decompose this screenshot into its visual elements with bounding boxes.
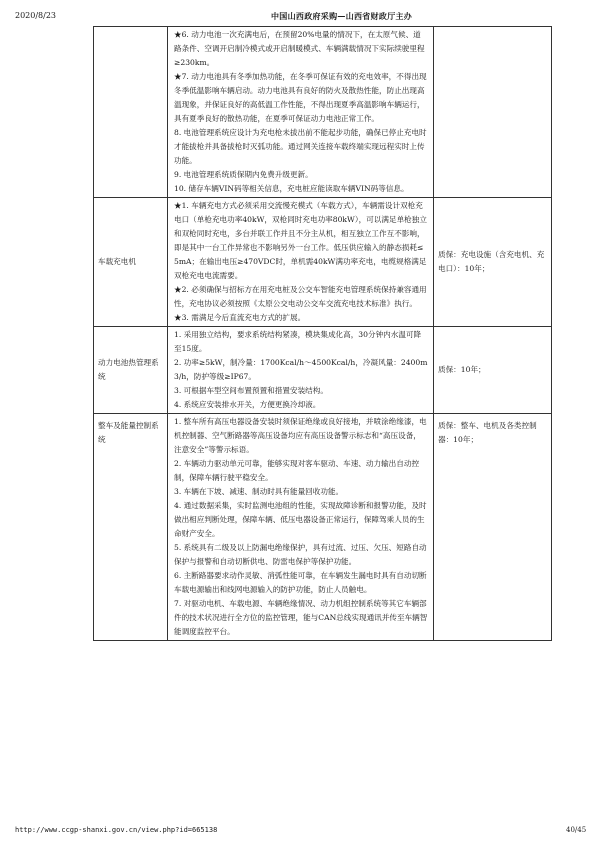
table-row [94,327,552,414]
requirement-item: 3. 可根据车型空间布置预置和措置安装结构。 [174,386,328,395]
table-row [94,414,552,641]
requirement-item: 3. 车辆在下坡、减速、制动时具有能量回收功能。 [174,487,344,496]
requirement-item: ★6. 动力电池一次充满电后，在预留20%电量的情况下，在太原气候、道路条件、空调开启制冷模式或开启制暖模式、车辆满载情况下实际续驶里程≥230km。 [174,30,425,67]
requirement-cell [168,198,434,327]
page-number: 40/45 [566,826,587,834]
requirement-item: ★3. 需满足今后直流充电方式的扩展。 [174,313,306,322]
requirement-item: 10. 储存车辆VIN码等相关信息，充电桩应能读取车辆VIN码等信息。 [174,184,409,193]
row-name: 动力电池热管理系统 [94,327,168,414]
requirement-item: 6. 主断路器要求动作灵敏、消弧性能可靠，在车辆发生漏电时具有自动切断车载电源输出和线网电源输入的防护功能，防止人员触电。 [174,571,427,594]
warranty-cell: 质保：充电设施（含充电机、充电口）：10年； [434,198,552,327]
row-name: 车载充电机 [94,198,168,327]
site-title: 中国山西政府采购—山西省财政厅主办 [271,11,413,21]
page-url[interactable]: http://www.ccgp-shanxi.gov.cn/view.php?id=665138 [15,826,218,834]
warranty-cell: 质保：10年； [434,327,552,414]
table-row [94,27,552,198]
requirement-item: 1. 整车所有高压电器设备安装时须保证绝缘或良好接地，并喷涂绝缘漆，电机控制器、空气断路器等高压设备均应有高压设备警示标志和“高压设备，注意安全”等警示标语。 [174,417,427,454]
spec-table [93,26,552,641]
requirement-item: 2. 车辆动力驱动单元可靠，能够实现对客车驱动、车速、动力输出自动控制，保障车辆行驶平稳安全。 [174,459,420,482]
requirement-item: 8. 电池管理系统应设计为充电枪未拔出前不能起步功能，确保已停止充电时才能拔枪并具备拔枪时灭弧功能。通过网关连接车载终端实现远程实时上传功能。 [174,128,427,165]
requirement-item: 5. 系统具有二级及以上防漏电绝缘保护，具有过流、过压、欠压、短路自动保护与报警和自动切断供电、防雷电保护等保护功能。 [174,543,427,566]
print-date: 2020/8/23 [15,11,57,20]
requirement-item: 2. 功率≥5kW，制冷量：1700Kcal/h～4500Kcal/h，冷凝风量：2400m3/h，防护等级≥IP67。 [174,358,428,381]
requirement-item: 7. 对驱动电机、车载电源、车辆绝缘情况、动力机组控制系统等其它车辆部件的技术状况进行全方位的监控管理，能与CAN总线实现通讯并传至车辆智能调度监控平台。 [174,599,428,636]
requirement-item: ★1. 车辆充电方式必须采用交流慢充模式（车载方式），车辆需设计双枪充电口（单枪充电功率40kW，双枪同时充电功率80kW），可以满足单枪独立和双枪同时充电，多台并联工作并且不分主从机，相互独立工作互不影响，即是其中一台工作异常也不影响另外一台工作。低压供应输入的静态损耗≤5mA；在输出电压≥470VDC时，单机需40kW满功率充电，电缆规格满足双枪充电电流需要。 [174,201,427,280]
requirement-cell [168,414,434,641]
requirement-cell [168,27,434,198]
requirement-item: 1. 采用独立结构，要求系统结构紧凑，模块集成化高，30分钟内水温可降至15度。 [174,330,422,353]
warranty-cell [434,27,552,198]
table-row [94,198,552,327]
requirement-item: ★2. 必须确保与招标方在用充电桩及公交车智能充电管理系统保持兼容通用性，充电协议必须按照《太原公交电动公交车交流充电技术标准》执行。 [174,285,427,308]
requirement-cell [168,327,434,414]
requirement-item: 9. 电池管理系统质保期内免费升级更新。 [174,170,313,179]
warranty-cell: 质保：整车、电机及各类控制器：10年； [434,414,552,641]
requirement-item: ★7. 动力电池具有冬季加热功能，在冬季可保证有效的充电效率，不得出现冬季低温影响车辆启动。动力电池具有良好的防火及散热性能，防止出现高温现象，并保证良好的高低温工作性能，不得出现夏季高温影响车辆运行，具有夏季良好的散热功能，在夏季可保证动力电池正常工作。 [174,72,427,123]
requirement-item: 4. 系统应安装排水开关，方便更换冷却液。 [174,400,321,409]
row-name [94,27,168,198]
requirement-item: 4. 通过数据采集，实时监测电池组的性能，实现故障诊断和报警功能，及时做出相应判断处理，保障车辆、低压电器设备正常运行，保障驾乘人员的生命财产安全。 [174,501,427,538]
row-name: 整车及能量控制系统 [94,414,168,641]
